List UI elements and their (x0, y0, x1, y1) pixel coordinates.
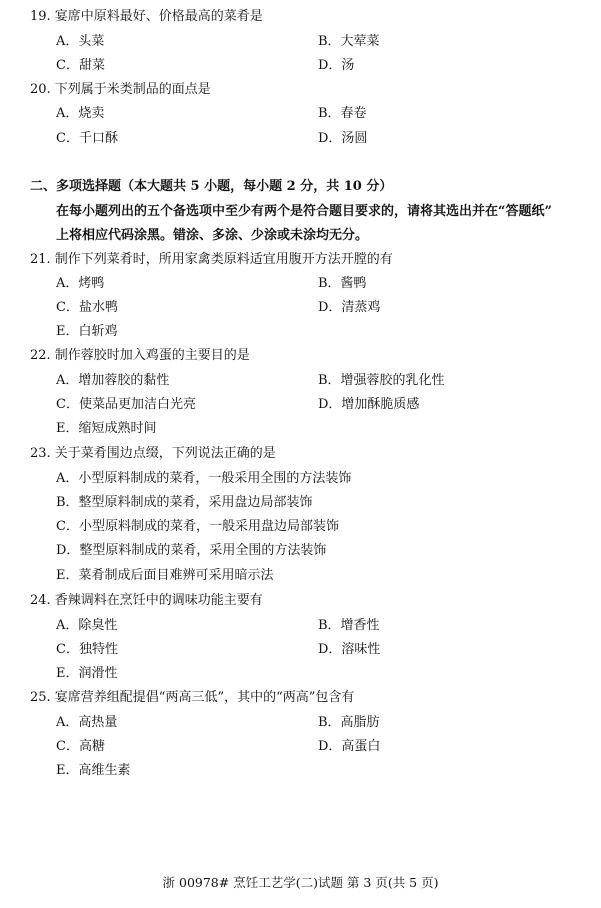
question-19-option-d: D．汤 (318, 58, 355, 73)
question-19-option-a: A．头菜 (56, 34, 105, 49)
question-20-option-d: D．汤圆 (318, 131, 368, 146)
question-20-option-a: A．烧卖 (56, 106, 105, 121)
question-23-option-c: C．小型原料制成的菜肴，一般采用盘边局部装饰 (56, 519, 339, 534)
question-25-option-d: D．高蛋白 (318, 739, 381, 754)
section-2-instruction-line-1: 在每小题列出的五个备选项中至少有两个是符合题目要求的，请将其选出并在“答题纸” (56, 204, 552, 219)
question-24-option-e: E．润滑性 (56, 666, 118, 681)
question-21-option-b: B．酱鸭 (318, 276, 367, 291)
question-21-option-a: A．烤鸭 (56, 276, 105, 291)
question-21-option-e: E．白斩鸡 (56, 324, 118, 339)
question-23-option-e: E．菜肴制成后面目难辨可采用暗示法 (56, 568, 274, 583)
question-20-option-b: B．春卷 (318, 106, 367, 121)
question-25-option-e: E．高维生素 (56, 763, 131, 778)
question-23-option-b: B．整型原料制成的菜肴，采用盘边局部装饰 (56, 495, 313, 510)
question-22-option-d: D．增加酥脆质感 (318, 397, 420, 412)
question-19-option-b: B．大荤菜 (318, 34, 380, 49)
question-23-stem: 23. 关于菜肴围边点缀，下列说法正确的是 (30, 446, 276, 461)
question-22-option-c: C．使菜品更加洁白光亮 (56, 397, 196, 412)
question-25-option-c: C．高糖 (56, 739, 105, 754)
question-21-option-d: D．清蒸鸡 (318, 300, 381, 315)
question-22-option-a: A．增加蓉胶的黏性 (56, 373, 170, 388)
question-22-option-b: B．增强蓉胶的乳化性 (318, 373, 445, 388)
question-24-stem: 24. 香辣调料在烹饪中的调味功能主要有 (30, 593, 263, 608)
question-25-option-a: A．高热量 (56, 715, 118, 730)
question-25-option-b: B．高脂肪 (318, 715, 380, 730)
section-2-instruction-line-2: 上将相应代码涂黑。错涂、多涂、少涂或未涂均无分。 (56, 228, 369, 243)
question-20-stem: 20. 下列属于米类制品的面点是 (30, 82, 211, 97)
question-24-option-c: C．独特性 (56, 642, 118, 657)
page-footer: 浙 00978# 烹饪工艺学(二)试题 第 3 页(共 5 页) (162, 875, 439, 890)
question-21-stem: 21. 制作下列菜肴时，所用家禽类原料适宜用腹开方法开膛的有 (30, 252, 393, 267)
question-23-option-a: A．小型原料制成的菜肴，一般采用全围的方法装饰 (56, 471, 352, 486)
question-19-option-c: C．甜菜 (56, 58, 105, 73)
question-24-option-b: B．增香性 (318, 618, 380, 633)
question-19-stem: 19. 宴席中原料最好、价格最高的菜肴是 (30, 9, 263, 24)
question-22-option-e: E．缩短成熟时间 (56, 421, 157, 436)
question-21-option-c: C．盐水鸭 (56, 300, 118, 315)
question-23-option-d: D．整型原料制成的菜肴，采用全围的方法装饰 (56, 543, 327, 558)
question-24-option-d: D．溶味性 (318, 642, 381, 657)
question-22-stem: 22. 制作蓉胶时加入鸡蛋的主要目的是 (30, 348, 250, 363)
section-2-title: 二、多项选择题（本大题共 5 小题，每小题 2 分，共 10 分） (30, 179, 393, 194)
question-24-option-a: A．除臭性 (56, 618, 118, 633)
question-20-option-c: C．千口酥 (56, 131, 118, 146)
question-25-stem: 25. 宴席营养组配提倡“两高三低”，其中的“两高”包含有 (30, 690, 355, 705)
